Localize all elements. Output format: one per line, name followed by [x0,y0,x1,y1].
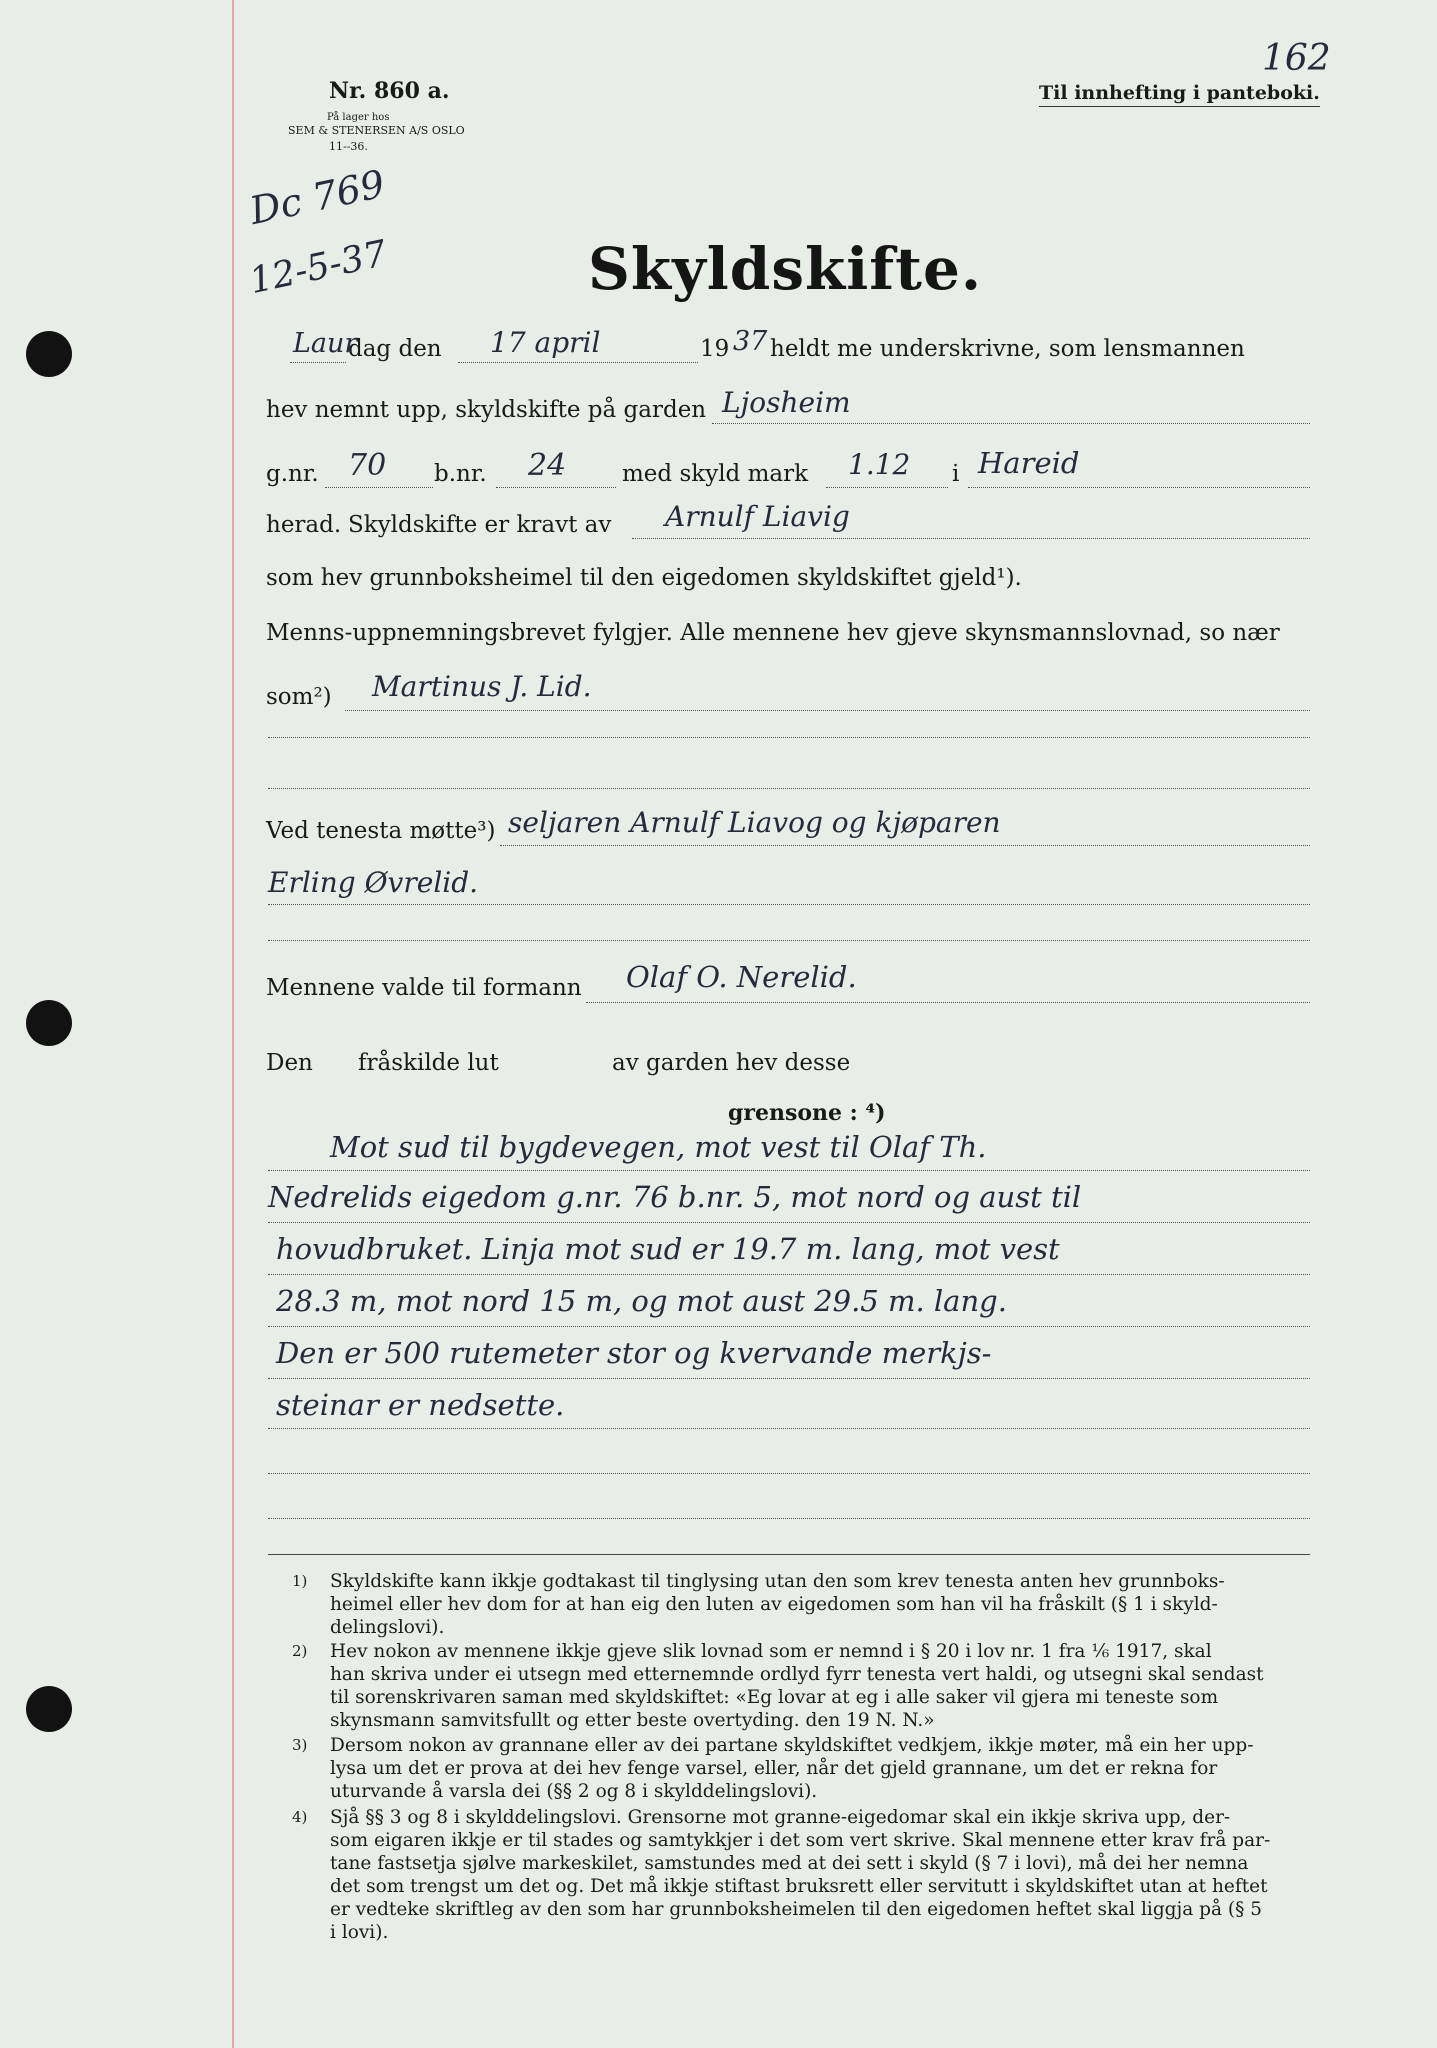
fill-line-boundary-3 [268,1274,1310,1275]
publisher-line-2: SEM & STENERSEN A/S OSLO [288,124,465,137]
fill-line-boundary-4 [268,1326,1310,1327]
boundary-line-1: Mot sud til bygdevegen, mot vest til Olaf Th. [330,1130,987,1164]
fraskilde-label: fråskilde lut [358,1050,499,1076]
document-title: Skyldskifte. [588,235,983,303]
footnote-3-number: 3) [292,1736,308,1754]
gnr-label: g.nr. [266,461,319,487]
footnote-4-line: i lovi). [330,1922,389,1943]
publisher-line-1: På lager hos [327,112,390,123]
fill-line-herad [968,487,1310,488]
som-label: som²) [266,684,332,710]
fill-line-farm [712,423,1310,424]
footnote-1-line: delingslovi). [330,1617,445,1638]
handwritten-year: 37 [733,326,768,357]
formann-label: Mennene valde til formann [266,975,582,1001]
footnote-2 [292,1640,1264,1732]
binder-hole-middle [26,1000,72,1046]
grunnbok-text: som hev grunnboksheimel til den eigedomen skyldskiftet gjeld¹). [266,565,1022,591]
grensone-label: grensone : ⁴) [728,1100,886,1126]
fill-line-blank-4 [268,1473,1310,1474]
footnote-separator [268,1554,1310,1555]
day-label: dag den [348,336,442,362]
footnote-4-line: er vedteke skriftleg av den som har grunnboksheimelen til den eigedomen heftet skal liggja på (§ 5 [330,1899,1263,1920]
binder-hole-top [26,331,72,377]
footnote-4-line: Sjå §§ 3 og 8 i skylddelingslovi. Grensorne mot granne-eigedomar skal ein ikkje skriva upp, der- [330,1807,1231,1828]
fill-line-ved-1 [500,845,1310,846]
i-label: i [952,461,960,487]
fill-line-blank-5 [268,1518,1310,1519]
top-right-label: Til innhefting i panteboki. [1039,82,1320,107]
footnote-2-line: til sorenskrivaren saman med skyldskiftet: «Eg lovar at eg i alle saker vil gjera mi teneste som [330,1687,1219,1708]
fill-line-day [290,362,346,363]
herad-label: herad. [266,512,342,538]
footnote-1 [292,1570,1225,1639]
footnote-1-line: Skyldskifte kann ikkje godtakast til tinglysing utan den som krev tenesta anten hev grunnboks- [330,1571,1225,1592]
fill-line-bnr [496,487,616,488]
handwritten-farm-name: Ljosheim [722,386,851,419]
footnote-4 [292,1806,1271,1944]
form-number: Nr. 860 a. [329,78,450,104]
footnote-3-line: uturvande å varsla dei (§§ 2 og 8 i skylddelingslovi). [330,1781,818,1802]
boundary-line-5: Den er 500 rutemeter stor og kvervande merkjs- [276,1336,992,1370]
handwritten-som: Martinus J. Lid. [372,670,592,703]
footnote-2-line: Hev nokon av mennene ikkje gjeve slik lovnad som er nemnd i § 20 i lov nr. 1 fra ⅙ 1917, skal [330,1641,1212,1662]
fill-line-boundary-5 [268,1378,1310,1379]
garden-label: av garden hev desse [612,1050,851,1076]
den-label: Den [266,1050,313,1076]
boundary-line-2: Nedrelids eigedom g.nr. 76 b.nr. 5, mot nord og aust til [268,1180,1082,1214]
handwritten-bnr: 24 [528,448,567,483]
footnote-3 [292,1734,1254,1803]
publisher-date: 11--36. [329,140,368,153]
footnote-4-line: det som trengst um det og. Det må ikkje stiftast bruksrett eller servitutt i skyldskiftet utan at heftet [330,1876,1268,1897]
registration-stamp-date: 12-5-37 [246,233,391,303]
handwritten-demanded-by: Arnulf Liavig [665,500,850,533]
handwritten-day-prefix: Laur [293,328,358,359]
fill-line-skyld [826,487,948,488]
fill-line-blank-1 [268,737,1310,738]
binder-hole-bottom [26,1686,72,1732]
handwritten-ved-line-2: Erling Øvrelid. [268,866,479,899]
fill-line-boundary-2 [268,1222,1310,1223]
skyld-label: med skyld mark [622,461,809,487]
footnote-2-line: han skriva under ei utsegn med etternemnde ordlyd fyrr tenesta vert haldi, og utsegni skal sendast [330,1664,1264,1685]
footnote-2-line: skynsmann samvitsfullt og etter beste overtyding. den 19 N. N.» [330,1710,935,1731]
bnr-label: b.nr. [434,461,487,487]
handwritten-herad: Hareid [978,446,1080,480]
fill-line-gnr [325,487,433,488]
red-margin-line [232,0,234,2048]
boundary-line-3: hovudbruket. Linja mot sud er 19.7 m. lang, mot vest [276,1232,1060,1266]
year-prefix: 19 [700,336,730,362]
page-number: 162 [1262,38,1331,79]
fill-line-formann [586,1002,1310,1003]
boundary-line-6: steinar er nedsette. [276,1388,565,1422]
fill-line-demanded [632,538,1310,539]
footnote-1-number: 1) [292,1572,308,1590]
footnote-4-line: som eigaren ikkje er til stades og samtykkjer i det som vert skrive. Skal mennene etter krav frå par- [330,1830,1271,1851]
appointed-text: hev nemnt upp, skyldskifte på garden [266,397,707,423]
boundary-line-4: 28.3 m, mot nord 15 m, og mot aust 29.5 m. lang. [276,1284,1007,1318]
handwritten-date: 17 april [490,326,601,359]
footnote-2-number: 2) [292,1642,308,1660]
fill-line-boundary-6 [268,1428,1310,1429]
menns-text: Menns-uppnemningsbrevet fylgjer. Alle mennene hev gjeve skynsmannslovnad, so nær [266,620,1280,646]
fill-line-boundary-1 [268,1170,1310,1171]
footnote-3-line: lysa um det er prova at dei hev fenge varsel, eller, når det gjeld grannane, um det er rekna for [330,1758,1218,1779]
ved-label: Ved tenesta møtte³) [266,818,496,844]
held-text: heldt me underskrivne, som lensmannen [770,336,1245,362]
registration-stamp-number: Dc 769 [246,161,389,234]
fill-line-som [345,710,1310,711]
footnote-4-line: tane fastsetja sjølve markeskilet, samstundes med at dei sett i skyld (§ 7 i lovi), må dei her nemna [330,1853,1249,1874]
fill-line-date [458,362,698,363]
handwritten-ved-line-1: seljaren Arnulf Liavog og kjøparen [508,806,1001,839]
footnote-3-line: Dersom nokon av grannane eller av dei partane skyldskiftet vedkjem, ikkje møter, må ein her upp- [330,1735,1254,1756]
handwritten-gnr: 70 [348,448,387,483]
fill-line-blank-3 [268,940,1310,941]
handwritten-skyld: 1.12 [848,448,911,481]
fill-line-ved-2 [268,904,1310,905]
footnote-4-number: 4) [292,1808,308,1826]
demanded-label: Skyldskifte er kravt av [348,512,612,538]
handwritten-formann: Olaf O. Nerelid. [626,960,857,994]
fill-line-blank-2 [268,788,1310,789]
footnote-1-line: heimel eller hev dom for at han eig den luten av eigedomen som han vil ha fråskilt (§ 1 i skyld- [330,1594,1218,1615]
